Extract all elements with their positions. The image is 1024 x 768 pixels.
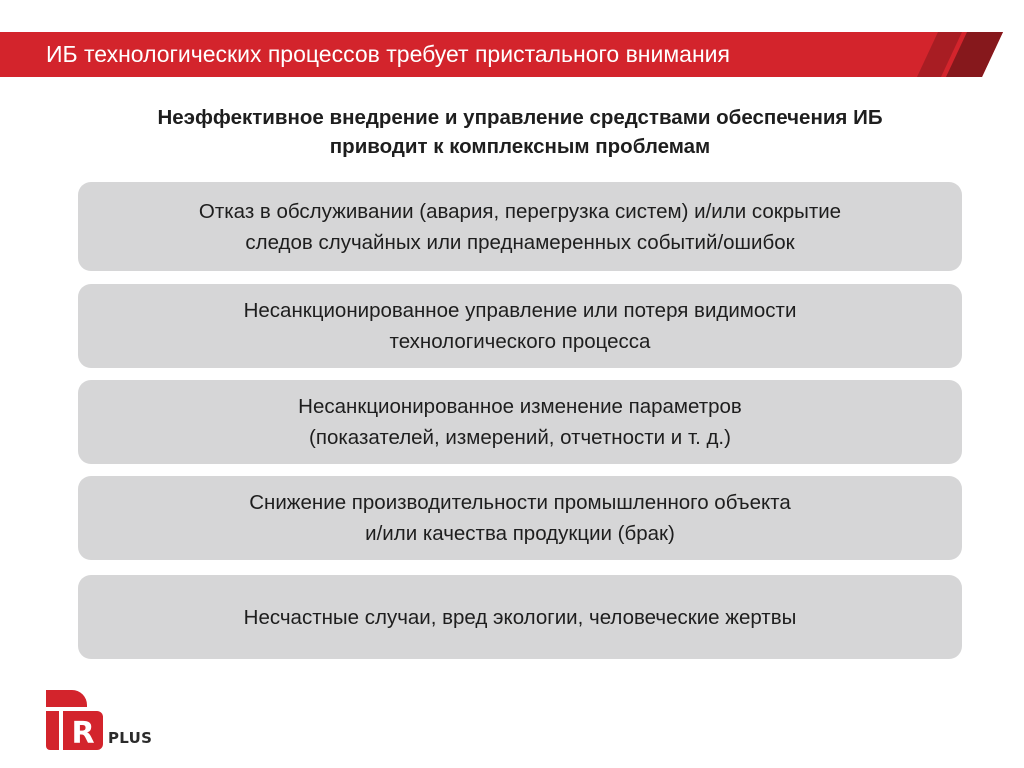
rplus-logo-icon: [46, 690, 106, 750]
problem-box: [78, 380, 962, 464]
logo-upper-shape: [46, 690, 87, 707]
problem-text: [199, 196, 841, 258]
problem-line: Снижение производительности промышленного объекта: [249, 491, 791, 514]
problem-text: [244, 295, 797, 357]
problem-line: Отказ в обслуживании (авария, перегрузка систем) и/или сокрытие: [198, 199, 842, 223]
problem-line: следов случайных или преднамеренных событий/ошибок: [245, 230, 795, 254]
problem-box: [78, 476, 962, 560]
subtitle: [80, 103, 960, 161]
problem-text: [244, 602, 797, 633]
problem-line: и/или качества продукции (брак): [365, 522, 675, 545]
problem-text: [249, 487, 791, 549]
problem-line: Несанкционированное изменение параметров: [298, 395, 742, 418]
subtitle-line: Неэффективное внедрение и управление средствами обеспечения ИБ: [157, 106, 883, 129]
problem-line: (показателей, измерений, отчетности и т. д.): [309, 426, 731, 449]
problem-line: технологического процесса: [389, 330, 651, 353]
logo-word: PLUS: [108, 729, 153, 747]
logo-lower-shape: [46, 711, 59, 750]
subtitle-line: приводит к комплексным проблемам: [329, 135, 711, 158]
problem-line: Несанкционированное управление или потеря видимости: [243, 299, 797, 322]
page-title: ИБ технологических процессов требует пристального внимания: [46, 41, 730, 67]
rplus-logo: [46, 690, 166, 750]
logo-letter: R: [71, 716, 95, 750]
header-bar: [0, 32, 1024, 77]
problem-box: [78, 575, 962, 659]
problem-text: [298, 391, 742, 453]
problem-box: [78, 284, 962, 368]
problem-line: Несчастные случаи, вред экологии, человеческие жертвы: [243, 605, 797, 629]
problem-box: [78, 182, 962, 271]
